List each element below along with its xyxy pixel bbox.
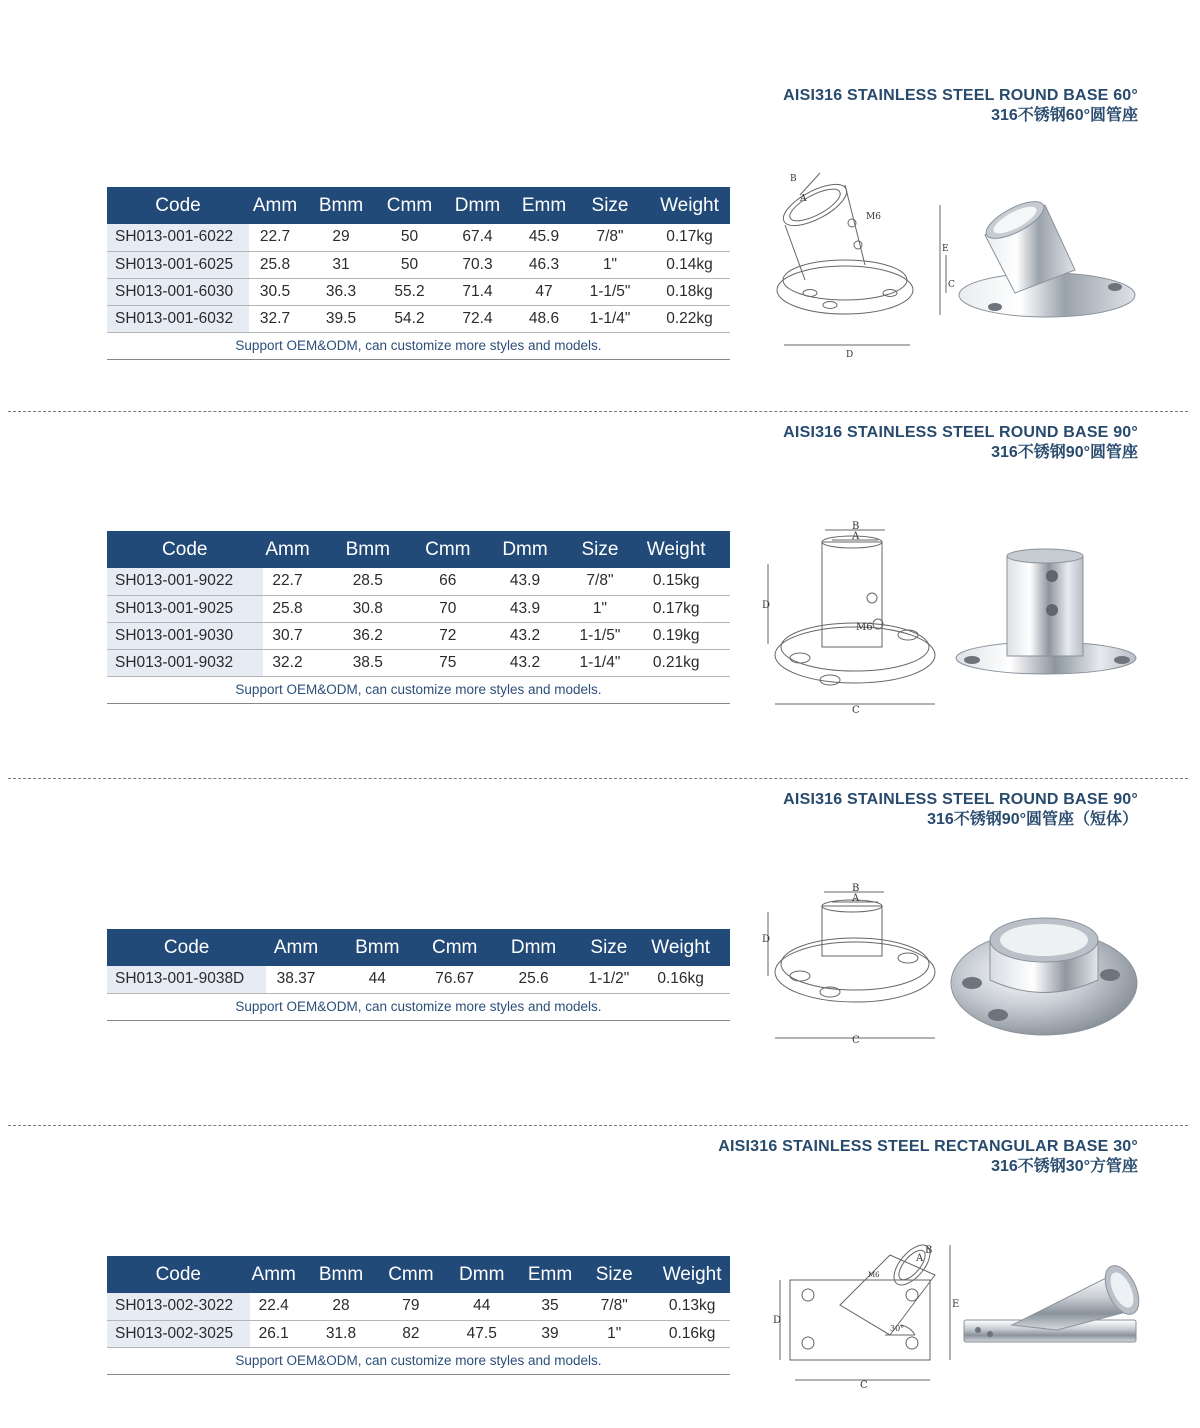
- table-cell: 35: [526, 1293, 574, 1320]
- column-header-code: Code: [107, 1256, 250, 1293]
- table-row: [107, 966, 730, 993]
- table-cell: 0.21kg: [622, 649, 730, 676]
- product-code-cell: SH013-001-9030: [107, 622, 263, 649]
- table-row: [107, 649, 730, 676]
- column-header-amm: Amm: [266, 929, 326, 966]
- table-row: [107, 278, 730, 305]
- table-header-row: [107, 929, 730, 966]
- section-2-spec-table: [107, 531, 730, 704]
- column-header-amm: Amm: [249, 187, 301, 224]
- product-code-cell: SH013-001-9025: [107, 595, 263, 622]
- column-header-dmm: Dmm: [438, 187, 517, 224]
- table-cell: 26.1: [250, 1320, 298, 1347]
- section-2-technical-drawing: [760, 520, 940, 715]
- table-cell: 36.3: [301, 278, 381, 305]
- section-1-technical-drawing: [770, 165, 960, 360]
- table-cell: 0.13kg: [654, 1293, 730, 1320]
- drawing-label-b: B: [925, 1245, 933, 1256]
- table-cell: 0.18kg: [649, 278, 730, 305]
- column-header-bmm: Bmm: [298, 1256, 384, 1293]
- column-header-size: Size: [578, 531, 623, 568]
- column-header-size: Size: [574, 1256, 654, 1293]
- section-4-spec-table: [107, 1256, 730, 1375]
- section-3-product-photo: [948, 905, 1140, 1040]
- drawing-label-c: C: [860, 1380, 868, 1390]
- section-3-title-en: AISI316 STAINLESS STEEL ROUND BASE 90°: [783, 791, 1138, 808]
- drawing-label-a: A: [800, 194, 807, 204]
- table-cell: 30.8: [312, 595, 423, 622]
- product-code-cell: SH013-001-6022: [107, 224, 249, 251]
- section-1-title: [783, 86, 1138, 126]
- table-cell: 38.5: [312, 649, 423, 676]
- section-3-technical-drawing: [760, 880, 940, 1045]
- table-cell: 1-1/5": [571, 278, 649, 305]
- table-cell: 47: [517, 278, 571, 305]
- table-cell: 43.9: [473, 595, 578, 622]
- table-cell: 38.37: [266, 966, 326, 993]
- section-2-title: [783, 423, 1138, 463]
- column-header-size: Size: [571, 187, 649, 224]
- table-cell: 32.2: [263, 649, 313, 676]
- table-cell: 44: [326, 966, 429, 993]
- section-1-title-en: AISI316 STAINLESS STEEL ROUND BASE 60°: [783, 87, 1138, 104]
- oem-odm-note: Support OEM&ODM, can customize more styles and models.: [107, 332, 730, 359]
- section-3-title-cn: 316不锈钢90°圆管座（短体）: [927, 811, 1138, 828]
- section-1-product-photo: [955, 195, 1140, 330]
- table-cell: 46.3: [517, 251, 571, 278]
- section-1-spec-table: [107, 187, 730, 360]
- table-row: [107, 568, 730, 595]
- table-header-row: [107, 1256, 730, 1293]
- column-header-dmm: Dmm: [473, 531, 578, 568]
- table-row: [107, 251, 730, 278]
- column-header-amm: Amm: [250, 1256, 298, 1293]
- section-3-spec-table: [107, 929, 730, 1021]
- section-1-title-cn: 316不锈钢60°圆管座: [991, 107, 1138, 124]
- table-cell: 0.17kg: [622, 595, 730, 622]
- section-3-title: [783, 790, 1138, 830]
- product-code-cell: SH013-001-6032: [107, 305, 249, 332]
- table-cell: 0.15kg: [622, 568, 730, 595]
- drawing-label-a: A: [852, 531, 860, 542]
- table-cell: 79: [384, 1293, 438, 1320]
- section-divider: [8, 411, 1188, 412]
- drawing-label-m6: M6: [856, 622, 873, 633]
- section-divider: [8, 778, 1188, 779]
- drawing-label-d: D: [762, 934, 771, 945]
- table-cell: 70.3: [438, 251, 517, 278]
- table-cell: 0.22kg: [649, 305, 730, 332]
- table-cell: 22.4: [250, 1293, 298, 1320]
- column-header-cmm: Cmm: [384, 1256, 438, 1293]
- table-note-row: [107, 332, 730, 359]
- table-cell: 66: [423, 568, 472, 595]
- table-cell: 0.19kg: [622, 622, 730, 649]
- table-cell: 1": [571, 251, 649, 278]
- product-code-cell: SH013-001-9038D: [107, 966, 266, 993]
- table-cell: 0.14kg: [649, 251, 730, 278]
- table-cell: 30.5: [249, 278, 301, 305]
- column-header-dmm: Dmm: [481, 929, 587, 966]
- table-cell: 28.5: [312, 568, 423, 595]
- table-cell: 44: [438, 1293, 526, 1320]
- table-cell: 25.6: [481, 966, 587, 993]
- drawing-label-b: B: [852, 883, 860, 894]
- table-row: [107, 1293, 730, 1320]
- drawing-label-d: D: [762, 600, 771, 611]
- column-header-weight: Weight: [649, 187, 730, 224]
- table-cell: 31.8: [298, 1320, 384, 1347]
- table-cell: 50: [381, 251, 438, 278]
- section-2-title-en: AISI316 STAINLESS STEEL ROUND BASE 90°: [783, 424, 1138, 441]
- section-4-product-photo: [962, 1250, 1142, 1350]
- drawing-label-e: E: [952, 1299, 960, 1310]
- section-4-title: [718, 1137, 1138, 1177]
- table-header-row: [107, 531, 730, 568]
- table-cell: 31: [301, 251, 381, 278]
- table-cell: 43.2: [473, 649, 578, 676]
- table-cell: 71.4: [438, 278, 517, 305]
- product-code-cell: SH013-001-6030: [107, 278, 249, 305]
- drawing-label-e: E: [942, 244, 949, 254]
- table-cell: 7/8": [578, 568, 623, 595]
- table-cell: 22.7: [263, 568, 313, 595]
- oem-odm-note: Support OEM&ODM, can customize more styles and models.: [107, 1347, 730, 1374]
- product-code-cell: SH013-001-9032: [107, 649, 263, 676]
- drawing-label-d: D: [773, 1315, 782, 1326]
- column-header-weight: Weight: [622, 531, 730, 568]
- table-cell: 50: [381, 224, 438, 251]
- table-cell: 54.2: [381, 305, 438, 332]
- table-cell: 30.7: [263, 622, 313, 649]
- table-cell: 0.17kg: [649, 224, 730, 251]
- table-row: [107, 1320, 730, 1347]
- section-4-title-en: AISI316 STAINLESS STEEL RECTANGULAR BASE 30°: [718, 1138, 1138, 1155]
- table-cell: 45.9: [517, 224, 571, 251]
- table-cell: 36.2: [312, 622, 423, 649]
- column-header-cmm: Cmm: [381, 187, 438, 224]
- table-cell: 39.5: [301, 305, 381, 332]
- table-cell: 1-1/5": [578, 622, 623, 649]
- table-cell: 67.4: [438, 224, 517, 251]
- table-cell: 82: [384, 1320, 438, 1347]
- drawing-label-m6: M6: [866, 212, 881, 222]
- product-code-cell: SH013-002-3022: [107, 1293, 250, 1320]
- drawing-label-c: C: [852, 1035, 860, 1045]
- table-cell: 22.7: [249, 224, 301, 251]
- table-cell: 7/8": [574, 1293, 654, 1320]
- table-cell: 70: [423, 595, 472, 622]
- column-header-weight: Weight: [654, 1256, 730, 1293]
- column-header-emm: Emm: [526, 1256, 574, 1293]
- table-cell: 1": [574, 1320, 654, 1347]
- table-cell: 75: [423, 649, 472, 676]
- table-cell: 7/8": [571, 224, 649, 251]
- drawing-label-b: B: [852, 521, 860, 532]
- drawing-label-a: A: [916, 1253, 924, 1264]
- table-cell: 43.2: [473, 622, 578, 649]
- product-code-cell: SH013-001-9022: [107, 568, 263, 595]
- column-header-size: Size: [586, 929, 631, 966]
- table-cell: 32.7: [249, 305, 301, 332]
- table-cell: 39: [526, 1320, 574, 1347]
- section-4-title-cn: 316不锈钢30°方管座: [991, 1158, 1138, 1175]
- table-cell: 72: [423, 622, 472, 649]
- table-cell: 25.8: [249, 251, 301, 278]
- section-2-title-cn: 316不锈钢90°圆管座: [991, 444, 1138, 461]
- column-header-emm: Emm: [517, 187, 571, 224]
- table-row: [107, 224, 730, 251]
- drawing-label-d: D: [846, 350, 854, 360]
- section-4-technical-drawing: [770, 1225, 960, 1390]
- section-divider: [8, 1125, 1188, 1126]
- product-code-cell: SH013-002-3025: [107, 1320, 250, 1347]
- column-header-code: Code: [107, 187, 249, 224]
- table-note-row: [107, 1347, 730, 1374]
- column-header-cmm: Cmm: [429, 929, 481, 966]
- table-cell: 0.16kg: [631, 966, 730, 993]
- table-row: [107, 595, 730, 622]
- table-cell: 47.5: [438, 1320, 526, 1347]
- table-cell: 1": [578, 595, 623, 622]
- table-cell: 55.2: [381, 278, 438, 305]
- product-code-cell: SH013-001-6025: [107, 251, 249, 278]
- column-header-bmm: Bmm: [312, 531, 423, 568]
- column-header-code: Code: [107, 531, 263, 568]
- table-cell: 0.16kg: [654, 1320, 730, 1347]
- column-header-dmm: Dmm: [438, 1256, 526, 1293]
- oem-odm-note: Support OEM&ODM, can customize more styles and models.: [107, 676, 730, 703]
- drawing-label-30-degree: 30°: [890, 1324, 905, 1333]
- column-header-bmm: Bmm: [301, 187, 381, 224]
- column-header-amm: Amm: [263, 531, 313, 568]
- drawing-label-b: B: [790, 174, 797, 184]
- drawing-label-c: C: [852, 705, 860, 715]
- column-header-weight: Weight: [631, 929, 730, 966]
- table-header-row: [107, 187, 730, 224]
- table-row: [107, 305, 730, 332]
- table-cell: 48.6: [517, 305, 571, 332]
- table-cell: 1-1/4": [578, 649, 623, 676]
- table-cell: 43.9: [473, 568, 578, 595]
- table-row: [107, 622, 730, 649]
- column-header-code: Code: [107, 929, 266, 966]
- table-cell: 76.67: [429, 966, 481, 993]
- drawing-label-a: A: [852, 893, 860, 904]
- table-cell: 28: [298, 1293, 384, 1320]
- table-note-row: [107, 676, 730, 703]
- section-2-product-photo: [952, 548, 1140, 678]
- table-cell: 1-1/4": [571, 305, 649, 332]
- table-note-row: [107, 993, 730, 1020]
- drawing-label-m6: M6: [868, 1271, 880, 1279]
- oem-odm-note: Support OEM&ODM, can customize more styles and models.: [107, 993, 730, 1020]
- table-cell: 29: [301, 224, 381, 251]
- table-cell: 25.8: [263, 595, 313, 622]
- drawing-label-c: C: [948, 280, 955, 290]
- table-cell: 1-1/2": [586, 966, 631, 993]
- column-header-cmm: Cmm: [423, 531, 472, 568]
- table-cell: 72.4: [438, 305, 517, 332]
- column-header-bmm: Bmm: [326, 929, 429, 966]
